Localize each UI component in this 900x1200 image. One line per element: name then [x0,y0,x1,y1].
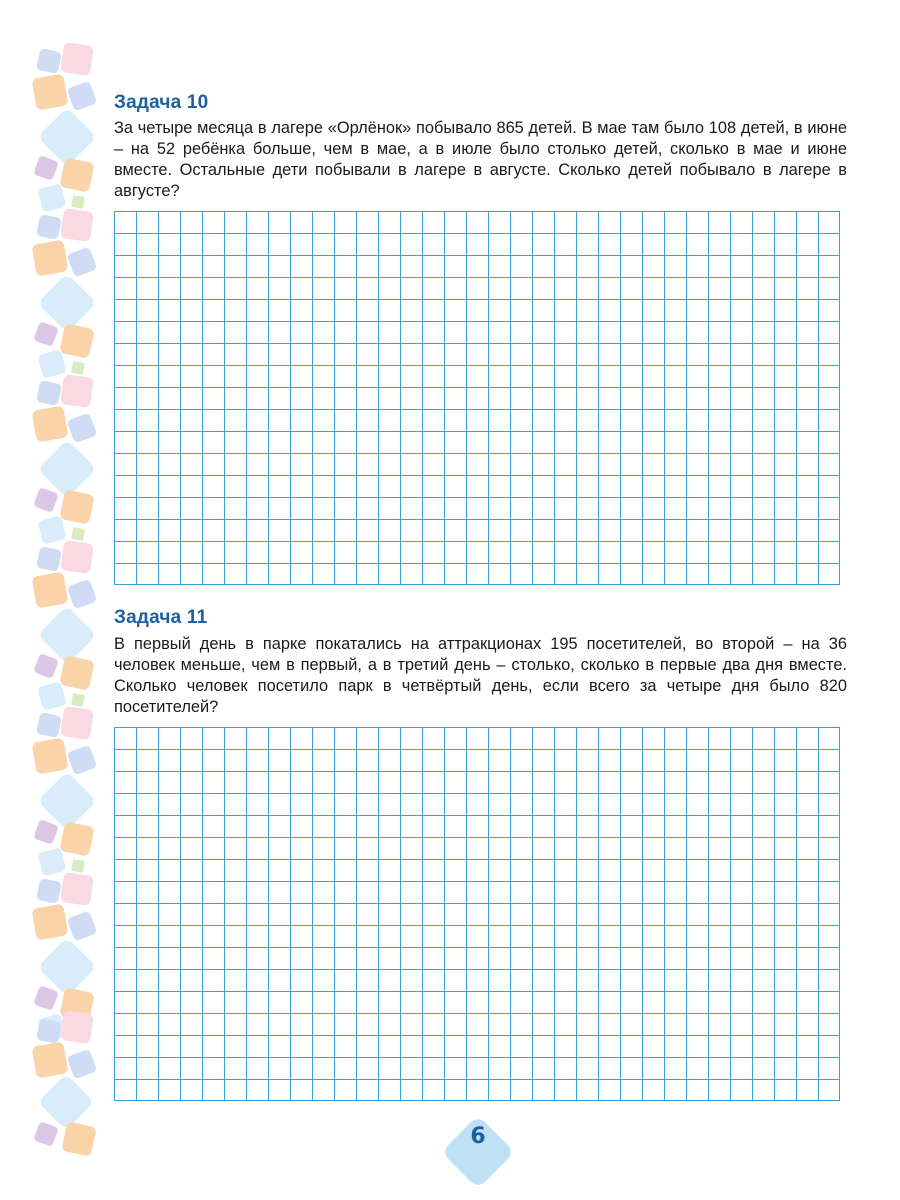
decorative-squares-strip [0,0,110,1200]
task-10-answer-grid[interactable] [114,211,840,585]
task-11-text: В первый день в парке покатались на аттракционах 195 посетителей, во второй – на 36 человек меньше, чем в первый, а в третий день – столько, сколько в первые два дня вместе. Сколько человек посетило парк в четвёртый день, если всего за четыре дня было 820 посетителей? [114,635,847,716]
task-10-text: За четыре месяца в лагере «Орлёнок» побывало 865 детей. В мае там было 108 детей, в июне – на 52 ребёнка больше, чем в мае, а в июле было столько детей, сколько в мае и июне вместе. Остальные дети побывали в лагере в августе. Сколько детей побывало в лагере в августе? [114,119,847,200]
task-11-title: Задача 11 [114,607,208,628]
page-number: 6 [470,1124,486,1149]
task-10-title: Задача 10 [114,92,209,113]
task-11-answer-grid[interactable] [114,727,840,1101]
